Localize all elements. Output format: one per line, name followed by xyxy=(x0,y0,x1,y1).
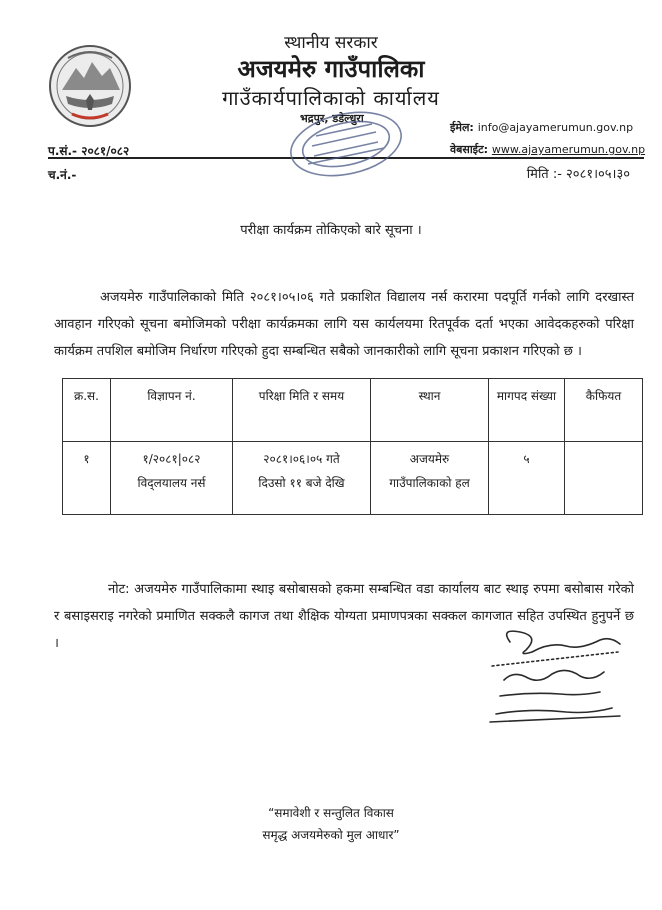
cell-venue xyxy=(371,442,489,515)
exam-schedule-table xyxy=(62,378,643,515)
cell-ad-no-number: १/२०८१|०८२ xyxy=(142,452,201,466)
column-header-venue: स्थान xyxy=(371,379,489,442)
email-label: ईमेल: xyxy=(450,121,474,134)
email-address[interactable]: info@ajayamerumun.gov.np xyxy=(477,121,634,134)
cell-remarks xyxy=(565,442,643,515)
website-link[interactable]: www.ajayamerumun.gov.np xyxy=(491,143,646,156)
website-line xyxy=(450,142,645,157)
notice-note: नोट: अजयमेरु गाउँपालिकामा स्थाइ बसोबासको हकमा सम्बन्धित वडा कार्यालय बाट स्थाइ रुपमा बसोबास गरेको र बसाइसराइ नगरेको प्रमाणित सक्कलै कागज तथा शैक्षिक योग्यता प्रमाणपत्रका सक्कल कागजात सहित उपस्थित हुनुपर्ने छ । xyxy=(54,582,634,651)
notice-date: मिति :- २०८१।०५।३० xyxy=(526,167,630,182)
dispatch-number: च.नं.- xyxy=(48,168,77,182)
email-line xyxy=(450,120,633,135)
header-municipality-name: अजयमेरु गाउँपालिका xyxy=(237,55,425,83)
cell-venue-line2: गाउँपालिकाको हल xyxy=(389,476,470,490)
column-header-ad-no: विज्ञापन नं. xyxy=(111,379,233,442)
cell-venue-line1: अजयमेरु xyxy=(409,452,450,466)
slogan-line-2: समृद्ध अजयमेरुको मुल आधार” xyxy=(262,828,400,842)
header-address: भद्रपुर, डडेल्धुरा xyxy=(300,112,364,125)
cell-exam-date xyxy=(233,442,371,515)
website-label: वेबसाईट: xyxy=(450,143,489,156)
office-stamp-icon xyxy=(268,106,408,186)
table-header-row xyxy=(63,379,643,442)
notice-subject: परीक्षा कार्यक्रम तोकिएको बारे सूचना । xyxy=(240,223,422,238)
officer-signature-icon xyxy=(470,622,640,732)
column-header-sn: क्र.स. xyxy=(63,379,111,442)
cell-ad-no xyxy=(111,442,233,515)
cell-ad-no-post: विद्लयालय नर्स xyxy=(137,476,206,490)
header-local-government: स्थानीय सरकार xyxy=(284,33,378,53)
cell-posts: ५ xyxy=(489,442,565,515)
cell-exam-date-time: दिउसो ११ बजे देखि xyxy=(258,476,345,490)
reference-number: प.सं.- २०८१/०८२ xyxy=(48,144,130,158)
table-row xyxy=(63,442,643,515)
column-header-exam-date: परिक्षा मिति र समय xyxy=(233,379,371,442)
column-header-posts: मागपद संख्या xyxy=(489,379,565,442)
header-office-name: गाउँकार्यपालिकाको कार्यालय xyxy=(222,86,440,110)
cell-exam-date-date: २०८१।०६।०५ गते xyxy=(263,452,340,466)
slogan-line-1: “समावेशी र सन्तुलित विकास xyxy=(268,806,394,820)
notice-body-paragraph: अजयमेरु गाउँपालिकाको मिति २०८१।०५।०६ गते प्रकाशित विद्यालय नर्स करारमा पदपूर्ति गर्नको लागि दरखास्त आवहान गरिएको सूचना बमोजिमको परीक्षा कार्यक्रमका लागि यस कार्यलयमा रितपूर्वक दर्ता भएका आवेदकहरुको परिक्षा कार्यक्रम तपशिल बमोजिम निर्धारण गरिएको हुदा सम्बन्धित सबैको जानकारीको लागि सूचना प्रकाशन गरिएको छ । xyxy=(54,290,634,359)
column-header-remarks: कैफियत xyxy=(565,379,643,442)
cell-sn: १ xyxy=(63,442,111,515)
